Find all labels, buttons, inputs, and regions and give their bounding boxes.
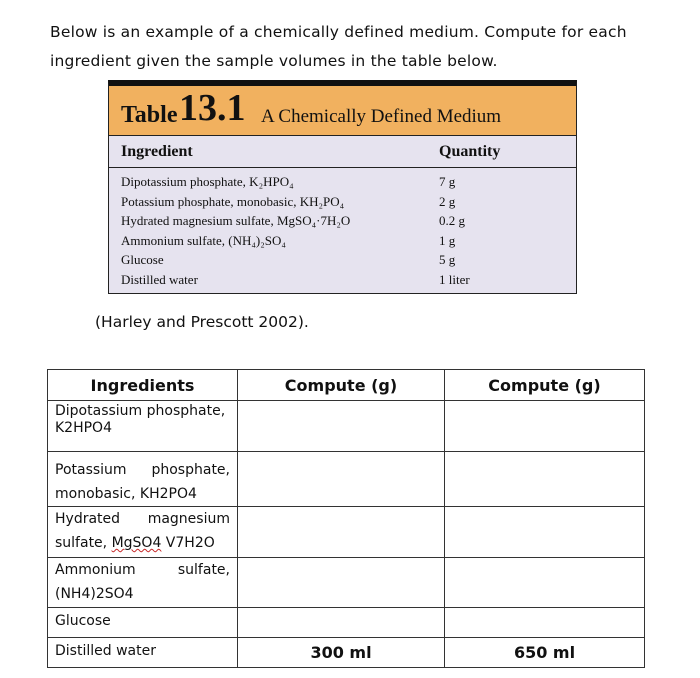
- row-ingredient: Dipotassium phosphate, K₂HPO₄: [121, 174, 294, 189]
- compute-cell[interactable]: [238, 558, 445, 608]
- row-ingredient: Glucose: [121, 252, 164, 268]
- ingredient-text: V7H2O: [161, 535, 215, 551]
- table-row: [109, 213, 576, 233]
- compute-cell[interactable]: 650 ml: [445, 638, 645, 668]
- table-row: [48, 507, 645, 558]
- ingredient-line: monobasic, KH2PO4: [55, 486, 197, 502]
- caption-number: 13.1: [179, 87, 246, 129]
- row-quantity: 1 g: [439, 232, 456, 248]
- ingredient-line: (NH4)2SO4: [55, 586, 134, 602]
- compute-cell[interactable]: [238, 401, 445, 452]
- table-caption: [109, 86, 576, 136]
- compute-cell[interactable]: [445, 558, 645, 608]
- ingredient-cell: Distilled water: [48, 638, 238, 668]
- ingredient-line: Hydrated magnesium: [55, 511, 230, 527]
- ingredient-text: sulfate,: [55, 535, 112, 551]
- table-row: [109, 233, 576, 253]
- ingredient-cell: [48, 452, 238, 507]
- table-header: [109, 136, 576, 168]
- citation: (Harley and Prescott 2002).: [95, 313, 309, 331]
- compute-cell[interactable]: [238, 452, 445, 507]
- table-row: [48, 452, 645, 507]
- ingredient-line: Ammonium sulfate,: [55, 562, 230, 578]
- table-row: [109, 252, 576, 272]
- header-compute-2: Compute (g): [445, 370, 645, 401]
- worksheet-table: [47, 369, 645, 668]
- row-quantity: 5 g: [439, 252, 456, 268]
- row-quantity: 2 g: [439, 193, 456, 209]
- row-quantity: 7 g: [439, 174, 456, 189]
- ingredient-cell: Dipotassium phosphate, K2HPO4: [48, 401, 238, 452]
- row-ingredient: Distilled water: [121, 271, 198, 287]
- row-quantity: 0.2 g: [439, 213, 465, 229]
- row-ingredient: Potassium phosphate, monobasic, KH₂PO₄: [121, 193, 345, 209]
- ingredient-cell: [48, 558, 238, 608]
- table-row: [48, 401, 645, 452]
- row-ingredient: Hydrated magnesium sulfate, MgSO₄·7H₂O: [121, 213, 351, 229]
- compute-cell[interactable]: [238, 608, 445, 638]
- table-row: [48, 558, 645, 608]
- header-quantity: Quantity: [439, 143, 501, 160]
- compute-cell[interactable]: [445, 452, 645, 507]
- compute-cell[interactable]: [445, 608, 645, 638]
- ingredient-line: Potassium phosphate,: [55, 462, 230, 478]
- compute-cell[interactable]: [445, 507, 645, 558]
- table-row: [109, 174, 576, 194]
- table-body: [109, 168, 576, 292]
- table-row: [109, 194, 576, 214]
- header-ingredient: Ingredient: [121, 143, 193, 160]
- intro-text: Below is an example of a chemically defined medium. Compute for each ingredient given the sample volumes in the table below.: [50, 23, 627, 70]
- caption-title: A Chemically Defined Medium: [261, 106, 502, 127]
- spellcheck-word: MgSO4: [111, 535, 162, 551]
- header-compute-1: Compute (g): [238, 370, 445, 401]
- compute-cell[interactable]: [445, 401, 645, 452]
- ingredient-line: [55, 531, 230, 555]
- table-row: [48, 608, 645, 638]
- row-ingredient: Ammonium sulfate, (NH₄)₂SO₄: [121, 232, 286, 248]
- row-quantity: 1 liter: [439, 271, 470, 287]
- header-ingredients: Ingredients: [48, 370, 238, 401]
- worksheet-header-row: [48, 370, 645, 401]
- table-row: [109, 272, 576, 292]
- ingredient-cell: [48, 507, 238, 558]
- ingredient-cell: Glucose: [48, 608, 238, 638]
- compute-cell[interactable]: [238, 507, 445, 558]
- compute-cell[interactable]: 300 ml: [238, 638, 445, 668]
- table-row: [48, 638, 645, 668]
- caption-label: Table: [121, 102, 178, 128]
- textbook-table: [108, 80, 577, 294]
